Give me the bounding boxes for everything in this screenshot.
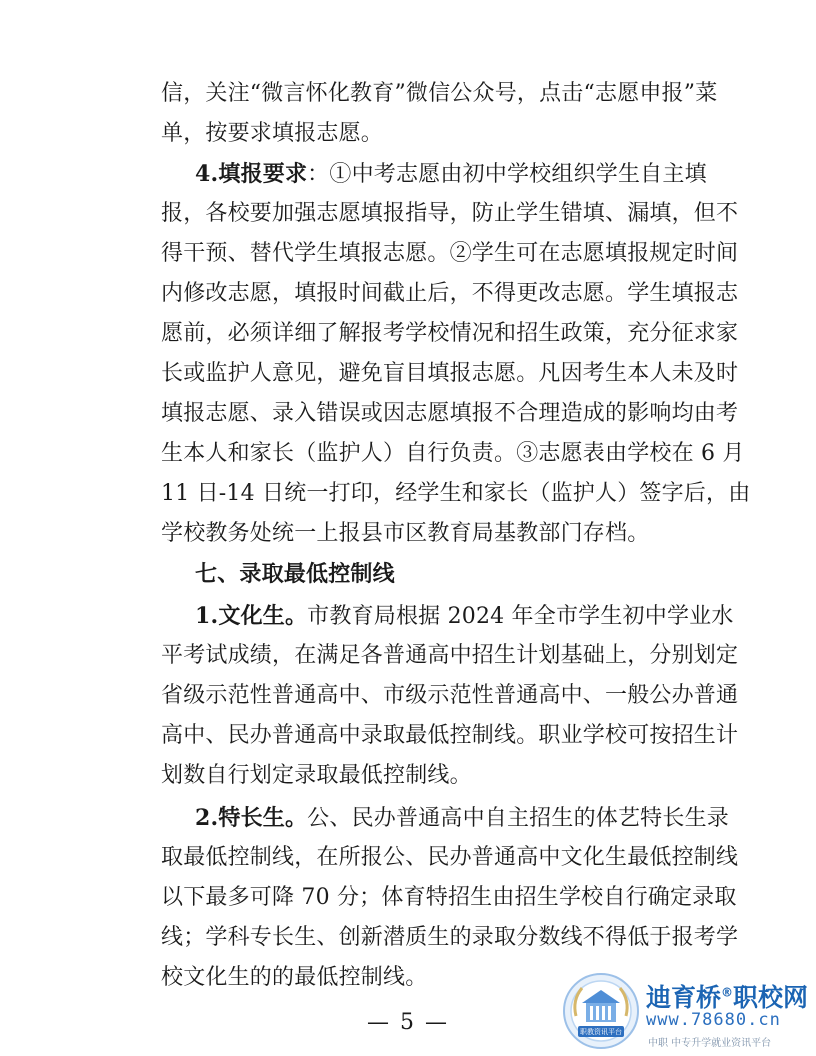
paragraph-line: 得干预、替代学生填报志愿。②学生可在志愿填报规定时间 xyxy=(161,241,739,266)
paragraph-line: 内修改志愿，填报时间截止后，不得更改志愿。学生填报志 xyxy=(161,281,739,306)
paragraph-line: 长或监护人意见，避免盲目填报志愿。凡因考生本人未及时 xyxy=(161,361,739,386)
item-2-heading-line: 2.特长生。公、民办普通高中自主招生的体艺特长生录 xyxy=(195,805,729,831)
paragraph-line: 校文化生的的最低控制线。 xyxy=(161,965,428,990)
item-1-heading-line: 1.文化生。市教育局根据 2024 年全市学生初中学业水 xyxy=(195,603,734,629)
item-2-label: 2.特长生。 xyxy=(195,805,308,831)
paragraph-line: 以下最多可降 70 分；体育特招生由招生学校自行确定录取 xyxy=(161,885,737,910)
site-watermark xyxy=(562,972,816,1056)
paragraph-line: 线；学科专长生、创新潜质生的录取分数线不得低于报考学 xyxy=(161,925,739,950)
paragraph-line: 填报志愿、录入错误或因志愿填报不合理造成的影响均由考 xyxy=(161,401,739,426)
paragraph-line: 划数自行划定录取最低控制线。 xyxy=(161,763,472,788)
paragraph-line: 报，各校要加强志愿填报指导，防止学生错填、漏填，但不 xyxy=(161,201,739,226)
paragraph-line: 省级示范性普通高中、市级示范性普通高中、一般公办普通 xyxy=(161,683,739,708)
item-4-heading-line: 4.填报要求：①中考志愿由初中学校组织学生自主填 xyxy=(195,161,707,187)
paragraph-line: 11 日-14 日统一打印，经学生和家长（监护人）签字后，由 xyxy=(161,481,751,506)
watermark-url: www.78680.cn xyxy=(646,1010,781,1030)
school-logo-icon xyxy=(562,972,640,1050)
section-7-heading: 七、录取最低控制线 xyxy=(195,562,395,587)
watermark-title: 迪育桥®职校网 xyxy=(646,983,809,1012)
paragraph-line: 高中、民办普通高中录取最低控制线。职业学校可按招生计 xyxy=(161,723,739,748)
paragraph-line: 取最低控制线，在所报公、民办普通高中文化生最低控制线 xyxy=(161,845,739,870)
paragraph-line: 生本人和家长（监护人）自行负责。③志愿表由学校在 6 月 xyxy=(161,441,745,466)
paragraph-line: 愿前，必须详细了解报考学校情况和招生政策，充分征求家 xyxy=(161,321,739,346)
paragraph-line: 单，按要求填报志愿。 xyxy=(161,121,384,146)
paragraph-line: 学校教务处统一上报县市区教育局基教部门存档。 xyxy=(161,521,650,546)
paragraph-line: 信，关注“微言怀化教育”微信公众号，点击“志愿申报”菜 xyxy=(161,81,718,106)
page-number: — 5 — xyxy=(367,1010,449,1035)
logo-caption: 职教资讯平台 xyxy=(580,1028,622,1036)
item-1-label: 1.文化生。 xyxy=(195,603,308,629)
paragraph-line: 平考试成绩，在满足各普通高中招生计划基础上，分别划定 xyxy=(161,643,739,668)
item-4-label: 4.填报要求 xyxy=(195,161,308,187)
watermark-subtitle: 中职 中专升学就业资讯平台 xyxy=(648,1038,772,1049)
